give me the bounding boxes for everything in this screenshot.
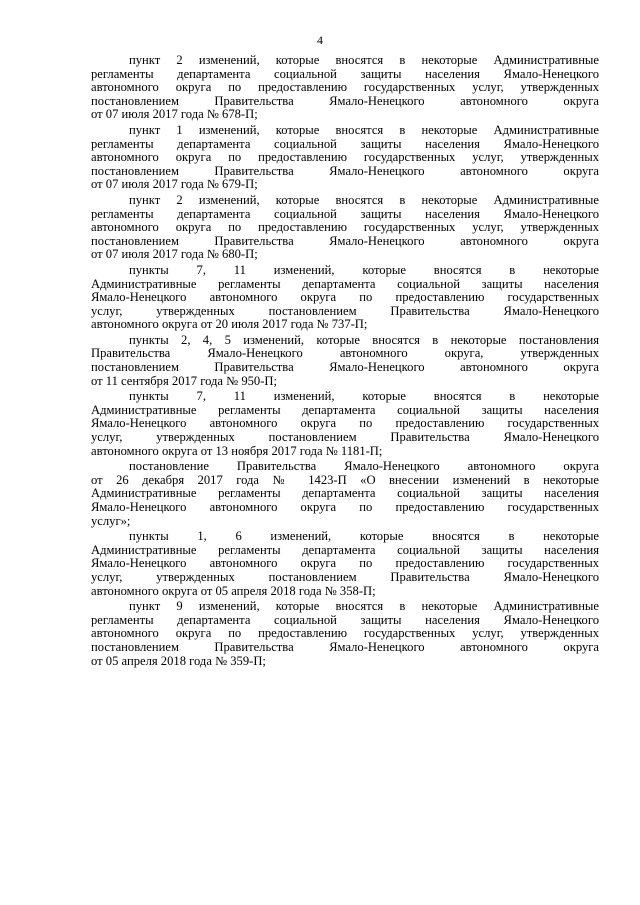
text-line: постановлением Правительства Ямало-Ненецкого автономного округа (91, 163, 599, 178)
text-line: регламенты департамента социальной защиты населения Ямало-Ненецкого (91, 136, 599, 151)
text-line: пункты 2, 4, 5 изменений, которые вносятся в некоторые постановления (129, 332, 599, 347)
text-line: пункт 2 изменений, которые вносятся в некоторые Административные (129, 192, 599, 207)
text-line: Ямало-Ненецкого автономного округа по предоставлению государственных (91, 290, 599, 305)
text-line: Ямало-Ненецкого автономного округа по предоставлению государственных (91, 556, 599, 571)
text-line: пункты 7, 11 изменений, которые вносятся в некоторые (129, 262, 599, 277)
text-line: постановление Правительства Ямало-Ненецкого автономного округа (129, 459, 599, 474)
paragraph (91, 530, 599, 598)
text-line: пункты 1, 6 изменений, которые вносятся в некоторые (129, 529, 599, 544)
paragraph (91, 390, 599, 458)
text-line: Административные регламенты департамента социальной защиты населения (91, 402, 599, 417)
text-line: автономного округа от 13 ноября 2017 года № 1181-П; (91, 443, 383, 458)
text-line: автономного округа по предоставлению государственных услуг, утвержденных (91, 220, 599, 235)
text-line: постановлением Правительства Ямало-Ненецкого автономного округа (91, 639, 599, 654)
text-line: пункты 7, 11 изменений, которые вносятся в некоторые (129, 389, 599, 404)
text-line: Административные регламенты департамента социальной защиты населения (91, 276, 599, 291)
text-line: от 07 июля 2017 года № 678-П; (91, 107, 258, 122)
text-line: автономного округа по предоставлению государственных услуг, утвержденных (91, 150, 599, 165)
text-line: пункт 2 изменений, которые вносятся в некоторые Административные (129, 53, 599, 67)
text-line: регламенты департамента социальной защиты населения Ямало-Ненецкого (91, 206, 599, 221)
text-line: от 05 апреля 2018 года № 359-П; (91, 653, 266, 668)
text-line: Правительства Ямало-Ненецкого автономного округа, утвержденных (91, 346, 599, 361)
text-line: регламенты департамента социальной защиты населения Ямало-Ненецкого (91, 612, 599, 627)
text-line: Административные регламенты департамента социальной защиты населения (91, 542, 599, 557)
text-line: автономного округа от 05 апреля 2018 года № 358-П; (91, 583, 376, 598)
page-number: 4 (317, 33, 323, 47)
paragraph (91, 194, 599, 262)
paragraph (91, 264, 599, 332)
paragraph (91, 54, 599, 122)
text-line: от 07 июля 2017 года № 679-П; (91, 177, 258, 192)
text-line: услуг, утвержденных постановлением Правительства Ямало-Ненецкого (91, 569, 599, 584)
paragraph (91, 600, 599, 668)
text-line: автономного округа по предоставлению государственных услуг, утвержденных (91, 626, 599, 641)
text-line: автономного округа по предоставлению государственных услуг, утвержденных (91, 80, 599, 95)
text-line: от 11 сентября 2017 года № 950-П; (91, 373, 278, 388)
paragraph (91, 460, 599, 528)
text-line: постановлением Правительства Ямало-Ненецкого автономного округа (91, 233, 599, 248)
text-line: от 26 декабря 2017 года № 1423-П «О внесении изменений в некоторые (91, 472, 599, 487)
text-line: от 07 июля 2017 года № 680-П; (91, 247, 258, 262)
text-line: регламенты департамента социальной защиты населения Ямало-Ненецкого (91, 66, 599, 81)
text-line: постановлением Правительства Ямало-Ненецкого автономного округа (91, 360, 599, 375)
text-line: услуг, утвержденных постановлением Правительства Ямало-Ненецкого (91, 430, 599, 445)
text-line: Административные регламенты департамента социальной защиты населения (91, 486, 599, 501)
text-line: автономного округа от 20 июля 2017 года № 737-П; (91, 317, 368, 332)
document-body (91, 54, 599, 670)
text-line: Ямало-Ненецкого автономного округа по предоставлению государственных (91, 500, 599, 514)
text-line: услуг»; (91, 513, 131, 528)
text-line: Ямало-Ненецкого автономного округа по предоставлению государственных (91, 416, 599, 431)
text-line: услуг, утвержденных постановлением Правительства Ямало-Ненецкого (91, 303, 599, 318)
text-line: пункт 9 изменений, которые вносятся в некоторые Административные (129, 599, 599, 614)
paragraph (91, 124, 599, 192)
text-line: постановлением Правительства Ямало-Ненецкого автономного округа (91, 93, 599, 108)
text-line: пункт 1 изменений, которые вносятся в некоторые Административные (129, 122, 599, 137)
paragraph (91, 334, 599, 388)
